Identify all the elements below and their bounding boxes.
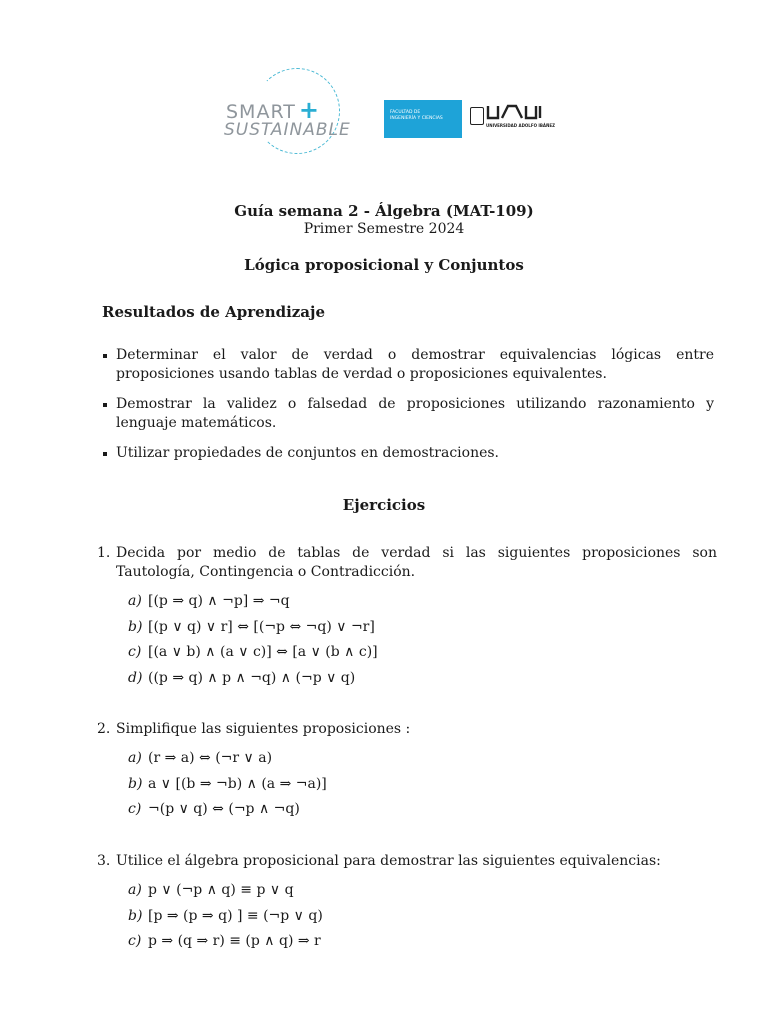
exercise-number: 2. — [97, 721, 111, 737]
exercise-3 — [97, 852, 717, 958]
learning-outcomes-list — [102, 346, 714, 474]
page-title: Guía semana 2 - Álgebra (MAT-109) — [234, 202, 534, 220]
exercise-number: 3. — [97, 853, 111, 869]
faculty-logo — [384, 100, 462, 138]
university-seal-icon — [470, 107, 484, 125]
formula: p ⇒ (q ⇒ r) ≡ (p ∧ q) ⇒ r — [148, 933, 321, 949]
formula: p ∨ (¬p ∧ q) ≡ p ∨ q — [148, 882, 294, 898]
exercise-1 — [97, 544, 717, 694]
exercise-2 — [97, 720, 717, 826]
list-item: a) p ∨ (¬p ∧ q) ≡ p ∨ q — [128, 882, 294, 898]
page-subtitle: Primer Semestre 2024 — [303, 221, 465, 237]
smart-sustainable-logo — [218, 66, 351, 152]
exercise-items — [128, 881, 717, 958]
topic-heading: Lógica proposicional y Conjuntos — [244, 256, 524, 274]
exercise-items — [128, 749, 717, 826]
exercise-statement: Decida por medio de tablas de verdad si las siguientes proposiciones son Tautología, Contingencia o Contradicción. — [116, 545, 717, 580]
list-item: d) ((p ⇒ q) ∧ p ∧ ¬q) ∧ (¬p ∨ q) — [128, 669, 356, 686]
list-item: b) a ∨ [(b ⇒ ¬b) ∧ (a ⇒ ¬a)] — [128, 775, 327, 792]
formula: [(p ∨ q) ∨ r] ⇔ [(¬p ⇔ ¬q) ∨ ¬r] — [148, 618, 375, 635]
list-item: Determinar el valor de verdad o demostrar equivalencias lógicas entre proposiciones usando tablas de verdad o proposiciones equivalentes. — [102, 346, 714, 384]
list-item: b) [p ⇒ (p ⇒ q) ] ≡ (¬p ∨ q) — [128, 907, 323, 924]
logo-line2: SUSTAINABLE — [224, 120, 351, 140]
exercise-items — [128, 592, 717, 694]
logo-line1: SMART — [226, 101, 296, 123]
formula: [p ⇒ (p ⇒ q) ] ≡ (¬p ∨ q) — [148, 907, 323, 924]
exercises-heading: Ejercicios — [342, 496, 426, 514]
uai-wordmark-icon — [486, 104, 548, 122]
exercise-statement: Utilice el álgebra proposicional para demostrar las siguientes equivalencias: — [116, 853, 661, 869]
formula: (r ⇒ a) ⇔ (¬r ∨ a) — [148, 750, 273, 766]
bullet-icon — [103, 354, 107, 358]
exercise-statement: Simplifique las siguientes proposiciones : — [116, 721, 411, 737]
list-item: c) [(a ∨ b) ∧ (a ∨ c)] ⇔ [a ∨ (b ∧ c)] — [128, 644, 378, 660]
university-logo — [470, 104, 555, 134]
list-item: a) [(p ⇒ q) ∧ ¬p] ⇒ ¬q — [128, 593, 290, 609]
bullet-icon — [103, 403, 107, 407]
formula: [(a ∨ b) ∧ (a ∨ c)] ⇔ [a ∨ (b ∧ c)] — [148, 644, 378, 660]
formula: ((p ⇒ q) ∧ p ∧ ¬q) ∧ (¬p ∨ q) — [148, 669, 356, 686]
exercise-number: 1. — [97, 545, 111, 561]
university-name: UNIVERSIDAD ADOLFO IBÁÑEZ — [486, 123, 555, 128]
logo-plus-icon: + — [298, 96, 320, 124]
formula: [(p ⇒ q) ∧ ¬p] ⇒ ¬q — [148, 593, 290, 609]
faculty-line1: FACULTAD DE — [390, 110, 421, 115]
list-item: a) (r ⇒ a) ⇔ (¬r ∨ a) — [128, 750, 273, 766]
list-item: b) [(p ∨ q) ∨ r] ⇔ [(¬p ⇔ ¬q) ∨ ¬r] — [128, 618, 375, 635]
formula: a ∨ [(b ⇒ ¬b) ∧ (a ⇒ ¬a)] — [148, 775, 327, 792]
list-item: c) p ⇒ (q ⇒ r) ≡ (p ∧ q) ⇒ r — [128, 933, 321, 949]
list-item: Utilizar propiedades de conjuntos en demostraciones. — [102, 444, 714, 463]
learning-heading: Resultados de Aprendizaje — [102, 303, 325, 321]
formula: ¬(p ∨ q) ⇔ (¬p ∧ ¬q) — [148, 801, 300, 817]
list-item: c) ¬(p ∨ q) ⇔ (¬p ∧ ¬q) — [128, 801, 300, 817]
faculty-line2: INGENIERÍA Y CIENCIAS — [390, 116, 443, 121]
list-item: Demostrar la validez o falsedad de proposiciones utilizando razonamiento y lenguaje matemáticos. — [102, 395, 714, 433]
bullet-icon — [103, 452, 107, 456]
